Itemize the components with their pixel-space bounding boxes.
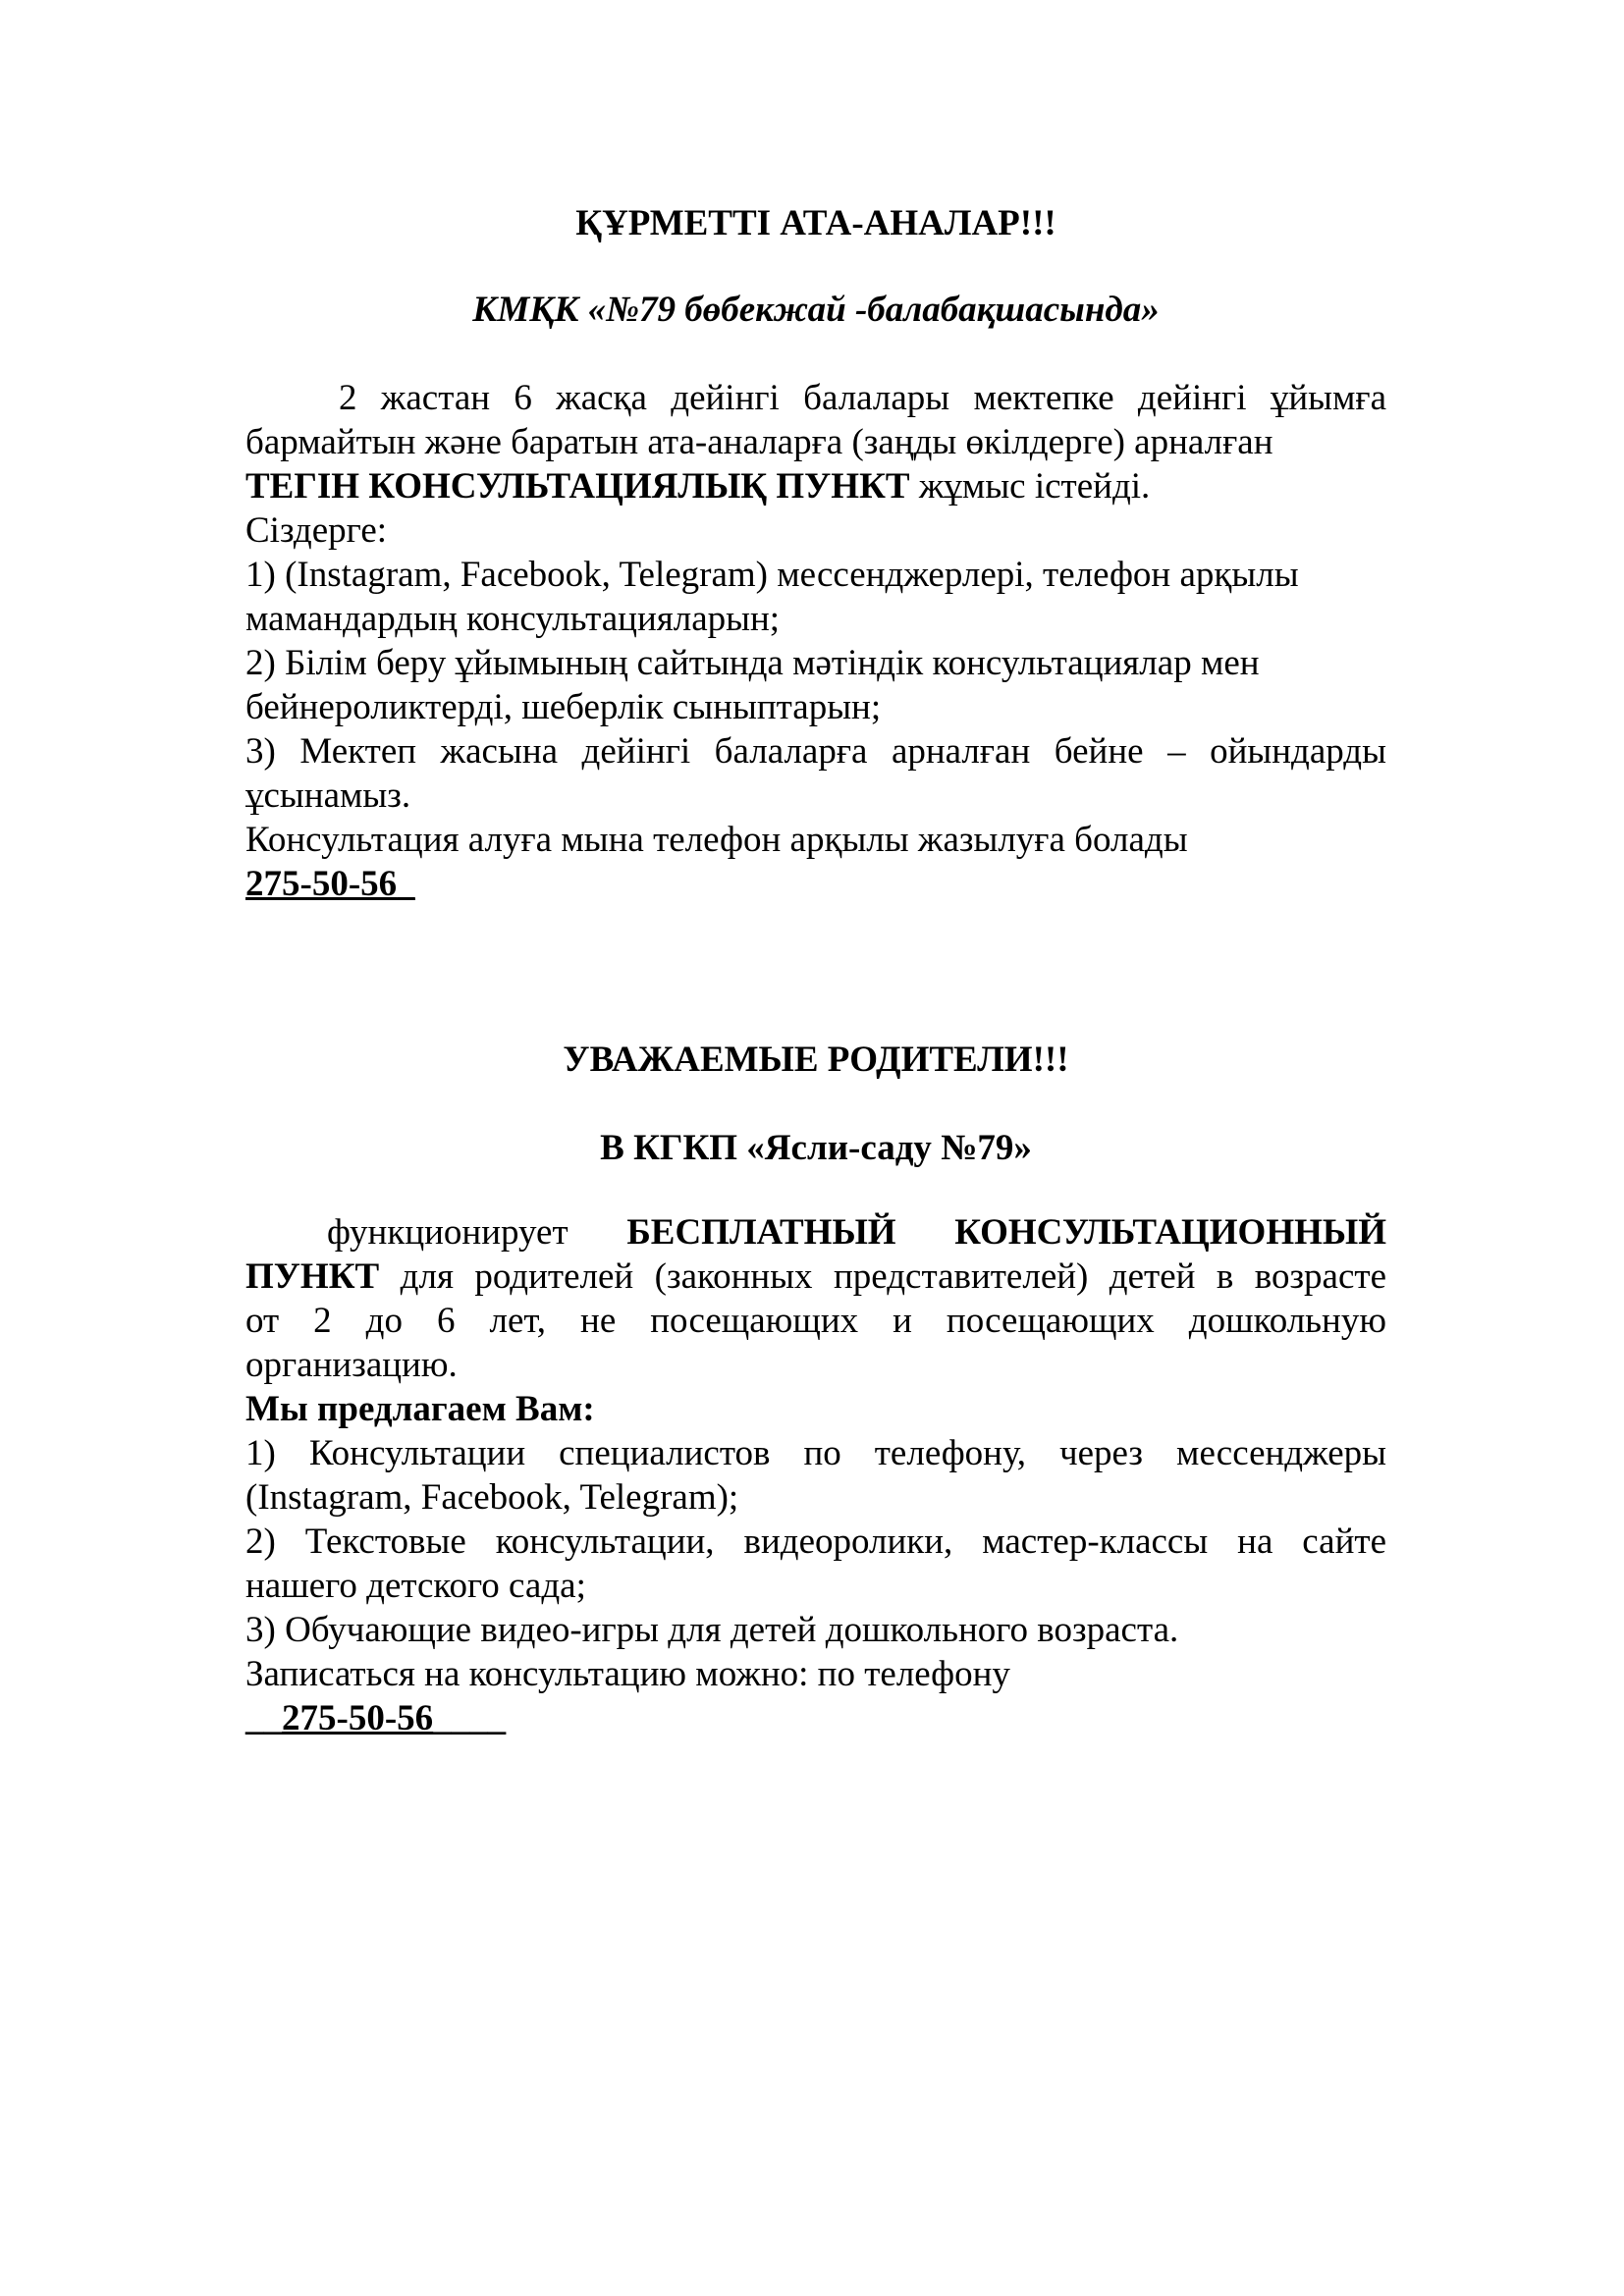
- ru-intro-bold2: ПУНКТ: [245, 1256, 380, 1297]
- kz-phone-number: 275-50-56: [245, 864, 398, 904]
- ru-phone-number: 275-50-56: [282, 1698, 434, 1738]
- ru-phone-line: [245, 1696, 1386, 1740]
- kz-offer-label: Сіздерге:: [245, 510, 388, 551]
- kz-free-consult-point: ТЕГІН КОНСУЛЬТАЦИЯЛЫҚ ПУНКТ: [245, 466, 910, 507]
- ru-phone-prefix: __: [245, 1698, 282, 1738]
- kz-intro-line1: 2 жастан 6 жасқа дейінгі балалары мектепке дейінгі ұйымға: [339, 378, 1386, 418]
- kz-intro-tail: жұмыс істейді.: [909, 466, 1151, 507]
- ru-intro-line2: [245, 1255, 1386, 1299]
- kz-body: [245, 376, 1386, 906]
- kz-item3-line2: ұсынамыз.: [245, 775, 411, 816]
- ru-intro-line3: от 2 до 6 лет, не посещающих и посещающих дошкольную: [245, 1301, 1386, 1341]
- kz-item1-line1: 1) (Instagram, Facebook, Telegram) мессенджерлері, телефон арқылы: [245, 555, 1299, 595]
- kz-item2-line1: 2) Білім беру ұйымының сайтында мәтіндік консультациялар мен: [245, 643, 1260, 683]
- ru-signup: Записаться на консультацию можно: по телефону: [245, 1654, 1010, 1694]
- kz-item3-line1: 3) Мектеп жасына дейінгі балаларға арналған бейне – ойындарды: [245, 731, 1386, 772]
- kz-item2-line2: бейнероликтерді, шеберлік сыныптарын;: [245, 687, 882, 727]
- kz-signup: Консультация алуға мына телефон арқылы жазылуға болады: [245, 820, 1188, 860]
- kz-phone-suffix: _: [397, 864, 415, 904]
- ru-free-consult-point: БЕСПЛАТНЫЙ КОНСУЛЬТАЦИОННЫЙ: [626, 1212, 1386, 1253]
- ru-body: [245, 1210, 1386, 1740]
- kz-intro-line2: бармайтын және баратын ата-аналарға (заңды өкілдерге) арналған: [245, 422, 1273, 462]
- ru-item2-line1: 2) Текстовые консультации, видеоролики, мастер-классы на сайте: [245, 1522, 1386, 1562]
- ru-item1-line2: (Instagram, Facebook, Telegram);: [245, 1477, 739, 1518]
- kz-intro-line3: [245, 464, 1386, 508]
- ru-intro-line4: организацию.: [245, 1345, 458, 1385]
- ru-item2-line2: нашего детского сада;: [245, 1566, 586, 1606]
- ru-intro-pre: функционирует: [327, 1212, 627, 1253]
- ru-subheading: В КГКП «Ясли-саду №79»: [600, 1128, 1032, 1168]
- kz-heading: ҚҰРМЕТТІ АТА-АНАЛАР!!!: [575, 203, 1056, 243]
- kz-subheading: КМҚК «№79 бөбекжай -балабақшасында»: [472, 290, 1160, 330]
- kz-item1-line2: мамандардың консультацияларын;: [245, 599, 781, 639]
- ru-heading: УВАЖАЕМЫЕ РОДИТЕЛИ!!!: [563, 1040, 1069, 1080]
- ru-intro-line1: [245, 1210, 1386, 1255]
- ru-item3: 3) Обучающие видео-игры для детей дошкольного возраста.: [245, 1610, 1179, 1650]
- ru-intro-line2-tail: для родителей (законных представителей) детей в возрасте: [379, 1256, 1386, 1297]
- ru-phone-suffix: ____: [433, 1698, 507, 1738]
- ru-offer-label: Мы предлагаем Вам:: [245, 1389, 595, 1429]
- ru-item1-line1: 1) Консультации специалистов по телефону, через мессенджеры: [245, 1433, 1386, 1473]
- kz-phone-line: [245, 862, 1386, 906]
